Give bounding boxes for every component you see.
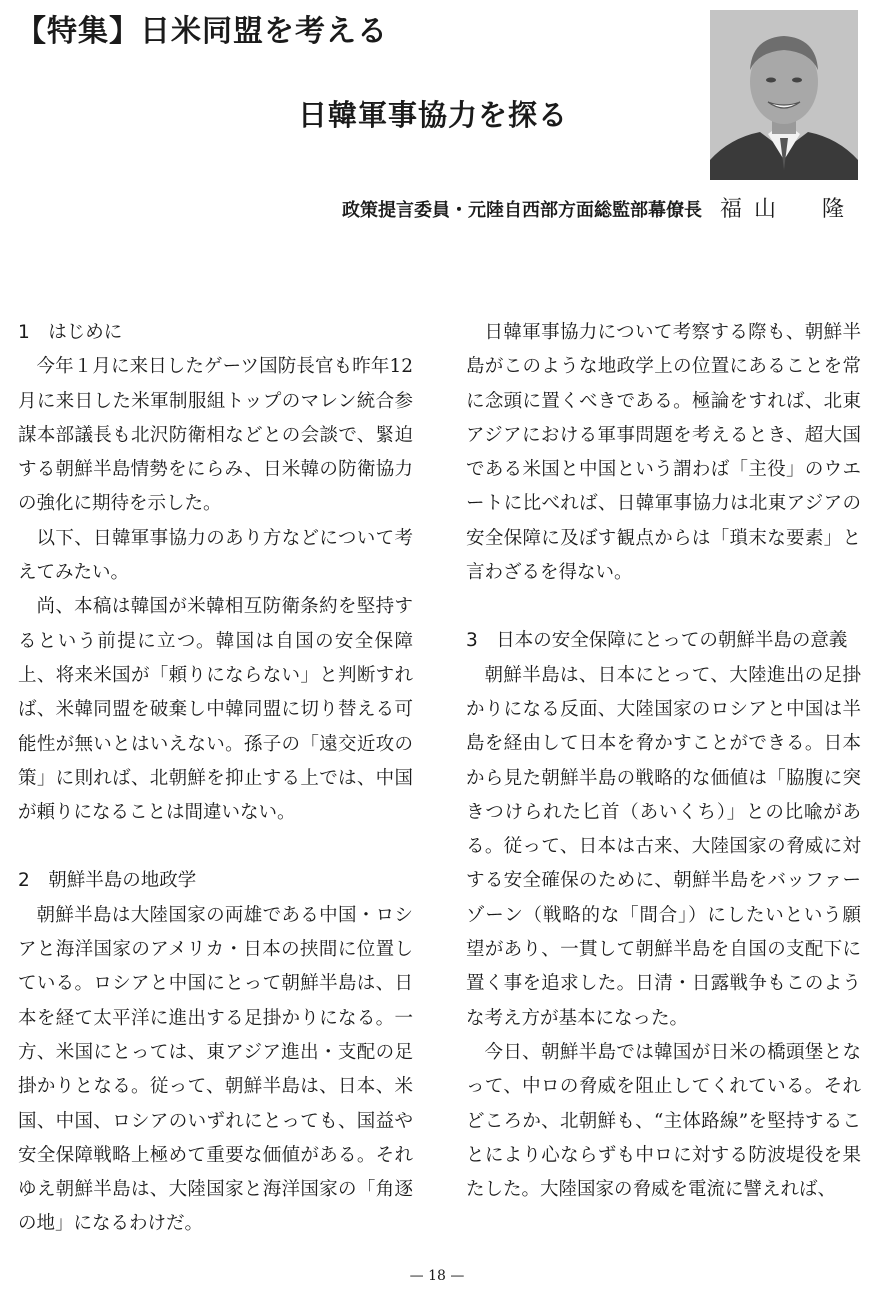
paragraph: 朝鮮半島は、日本にとって、大陸進出の足掛かりになる反面、大陸国家のロシアと中国は半島を経由して日本を脅かすことができる。日本から見た朝鮮半島の戦略的な価値は「脇腹に突きつけられた匕首（あいくち）」との比喩がある。従って、日本は古来、大陸国家の脅威に対する安全確保のために、朝鮮半島をバッファーゾーン（戦略的な「間合」）にしたいという願望があり、一貫して朝鮮半島を自国の支配下に置く事を追求した。日清・日露戦争もこのような考え方が基本になった。 xyxy=(466,664,861,1029)
left-column xyxy=(18,316,413,1242)
section-heading: 3 日本の安全保障にとっての朝鮮半島の意義 xyxy=(466,630,848,652)
page-number: — 18 — xyxy=(409,1268,465,1284)
paragraph: 今日、朝鮮半島では韓国が日米の橋頭堡となって、中ロの脅威を阻止してくれている。それどころか、北朝鮮も、“主体路線”を堅持することにより心ならずも中ロに対する防波堤役を果たした。大陸国家の脅威を電流に譬えれば、 xyxy=(466,1041,861,1201)
author-byline xyxy=(342,192,856,223)
author-name: 福山 隆 xyxy=(719,197,856,222)
paragraph: 以下、日韓軍事協力のあり方などについて考えてみたい。 xyxy=(18,527,413,584)
author-affiliation: 政策提言委員・元陸自西部方面総監部幕僚長 xyxy=(341,200,702,221)
section-heading: 1 はじめに xyxy=(18,322,123,343)
paragraph: 尚、本稿は韓国が米韓相互防衛条約を堅持するという前提に立つ。韓国は自国の安全保障上、将来米国が「頼りにならない」と判断すれば、米韓同盟を破棄し中韓同盟に切り替える可能性が無いとはいえない。孫子の「遠交近攻の策」に則れば、北朝鮮を抑止する上では、中国が頼りになることは間違いない。 xyxy=(18,596,413,824)
article-title: 日韓軍事協力を探る xyxy=(298,98,569,132)
right-column xyxy=(466,316,861,1207)
series-title: 【特集】日米同盟を考える xyxy=(16,14,388,49)
section-heading: 2 朝鮮半島の地政学 xyxy=(18,870,197,892)
paragraph: 朝鮮半島は大陸国家の両雄である中国・ロシアと海洋国家のアメリカ・日本の挟間に位置している。ロシアと中国にとって朝鮮半島は、日本を経て太平洋に進出する足掛かりになる。一方、米国にとっては、東アジア進出・支配の足掛かりとなる。従って、朝鮮半島は、日本、米国、中国、ロシアのいずれにとっても、国益や安全保障戦略上極めて重要な価値がある。それゆえ朝鮮半島は、大陸国家と海洋国家の「角逐の地」になるわけだ。 xyxy=(18,904,413,1235)
paragraph: 今年１月に来日したゲーツ国防長官も昨年12月に来日した米軍制服組トップのマレン統合参謀本部議長も北沢防衛相などとの会談で、緊迫する朝鮮半島情勢をにらみ、日米韓の防衛協力の強化に期待を示した。 xyxy=(18,356,413,515)
paragraph: 日韓軍事協力について考察する際も、朝鮮半島がこのような地政学上の位置にあることを常に念頭に置くべきである。極論をすれば、北東アジアにおける軍事問題を考えるとき、超大国である米国と中国という謂わば「主役」のウエートに比べれば、日韓軍事協力は北東アジアの安全保障に及ぼす観点からは「瑣末な要素」と言わざるを得ない。 xyxy=(466,322,861,584)
author-portrait-illustration xyxy=(710,10,858,180)
author-photo xyxy=(710,10,858,180)
